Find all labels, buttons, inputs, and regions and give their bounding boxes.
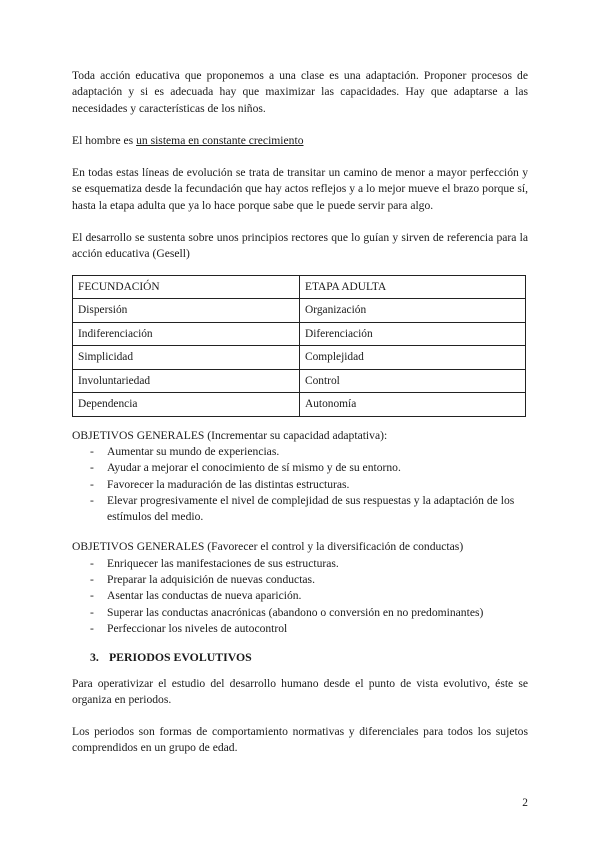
list-item: - Aumentar su mundo de experiencias.	[90, 444, 528, 460]
evolution-paragraph: En todas estas líneas de evolución se trata de transitar un camino de menor a mayor perfección y se esquematiza desde la fecundación que hay actos reflejos y a lo mejor mueve el brazo porque sí, hasta la etapa adulta que ya lo hace porque sabe que le puede servir para algo.	[72, 166, 528, 212]
human-system-paragraph	[72, 133, 528, 149]
list-item: - Ayudar a mejorar el conocimiento de sí mismo y de su entorno.	[90, 460, 528, 476]
periods-definition-paragraph: Los periodos son formas de comportamiento normativas y diferenciales para todos los sujetos comprendidos en un grupo de edad.	[72, 725, 528, 755]
table-cell: Dependencia	[73, 393, 300, 417]
table-row	[73, 346, 526, 370]
table-header-cell: ETAPA ADULTA	[300, 275, 526, 299]
table-cell: Diferenciación	[300, 322, 526, 346]
list-item: - Preparar la adquisición de nuevas conductas.	[90, 572, 528, 588]
objectives-1-list	[72, 444, 528, 525]
list-item: - Perfeccionar los niveles de autocontrol	[90, 621, 528, 637]
objectives-2-list	[72, 556, 528, 637]
list-item: - Superar las conductas anacrónicas (abandono o conversión en no predominantes)	[90, 605, 528, 621]
table-cell: Involuntariedad	[73, 369, 300, 393]
development-table	[72, 275, 526, 417]
table-cell: Indiferenciación	[73, 322, 300, 346]
list-item: - Elevar progresivamente el nivel de complejidad de sus respuestas y la adaptación de los estímulos del medio.	[90, 493, 528, 526]
table-row	[73, 299, 526, 323]
list-item: - Enriquecer las manifestaciones de sus estructuras.	[90, 556, 528, 572]
page-number: 2	[522, 797, 528, 809]
table-cell: Autonomía	[300, 393, 526, 417]
human-system-underlined: un sistema en constante crecimiento	[136, 133, 304, 147]
document-body	[72, 68, 528, 757]
objectives-2-title: OBJETIVOS GENERALES (Favorecer el control y la diversificación de conductas)	[72, 540, 464, 554]
table-cell: Complejidad	[300, 346, 526, 370]
section-number: 3.	[90, 650, 99, 665]
objectives-1-title: OBJETIVOS GENERALES (Incrementar su capacidad adaptativa):	[72, 428, 388, 442]
table-cell: Simplicidad	[73, 346, 300, 370]
table-row	[73, 393, 526, 417]
table-row	[73, 369, 526, 393]
table-header-row	[73, 275, 526, 299]
table-row	[73, 322, 526, 346]
section-heading	[72, 649, 528, 665]
human-system-prefix: El hombre es	[72, 133, 137, 147]
periods-paragraph: Para operativizar el estudio del desarrollo humano desde el punto de vista evolutivo, éste se organiza en periodos.	[72, 676, 528, 706]
table-cell: Control	[300, 369, 526, 393]
intro-paragraph: Toda acción educativa que proponemos a una clase es una adaptación. Proponer procesos de adaptación y si es adecuada hay que maximizar las capacidades. Hay que adaptarse a las necesidades y características de los niños.	[72, 69, 528, 115]
section-title: PERIODOS EVOLUTIVOS	[108, 650, 252, 665]
list-item: - Asentar las conductas de nueva aparición.	[90, 588, 528, 604]
table-cell: Dispersión	[73, 299, 300, 323]
table-header-cell: FECUNDACIÓN	[73, 275, 300, 299]
list-item: - Favorecer la maduración de las distintas estructuras.	[90, 477, 528, 493]
table-cell: Organización	[300, 299, 526, 323]
principles-paragraph: El desarrollo se sustenta sobre unos principios rectores que lo guían y sirven de referencia para la acción educativa (Gesell)	[72, 231, 528, 261]
